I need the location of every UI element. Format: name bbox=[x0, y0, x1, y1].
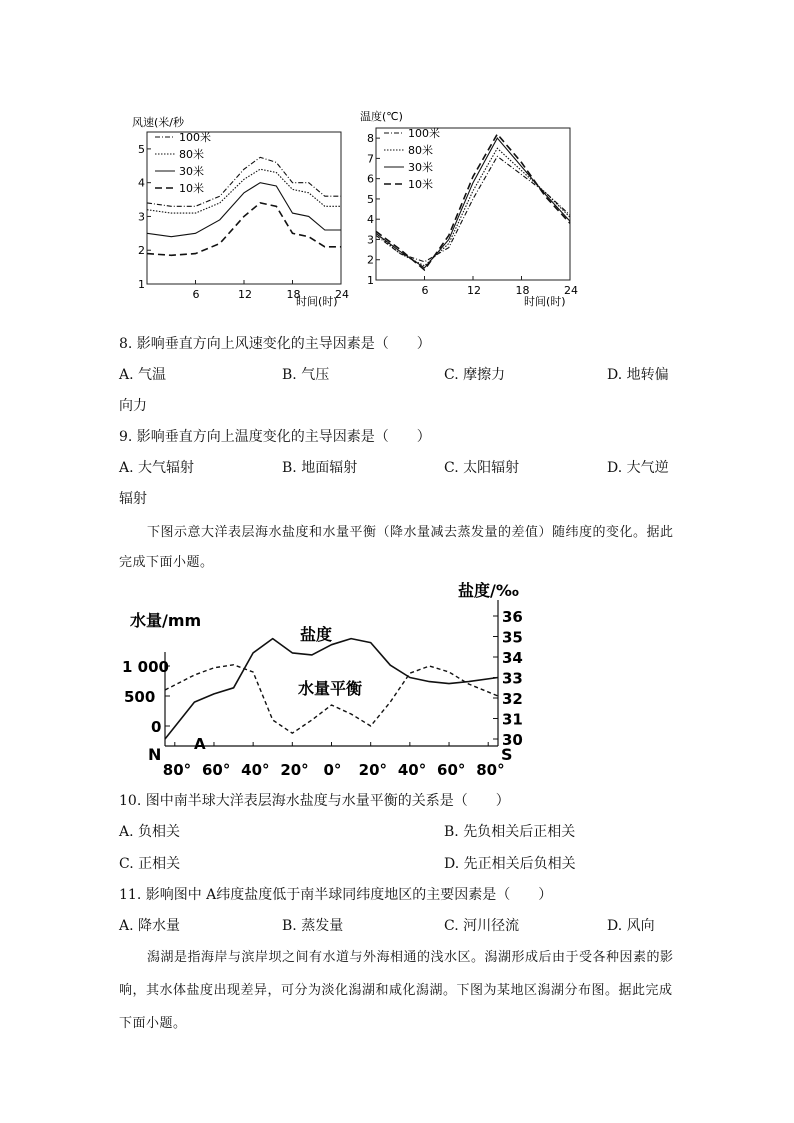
q10-option-a: A. 负相关 bbox=[119, 824, 181, 840]
y-tick-label: 3 bbox=[367, 233, 374, 247]
q11-option-b: B. 蒸发量 bbox=[282, 918, 344, 934]
y-tick-label: 2 bbox=[138, 244, 145, 258]
salinity-curve-label: 盐度 bbox=[300, 625, 333, 644]
salinity-water-balance-chart bbox=[120, 578, 540, 780]
q9-option-a: A. 大气辐射 bbox=[119, 460, 195, 476]
q8-option-d-wrap: 向力 bbox=[119, 398, 147, 414]
x-tick-label: 40° bbox=[241, 761, 270, 779]
y-tick-label: 8 bbox=[367, 132, 374, 146]
y-tick-label: 4 bbox=[138, 176, 145, 190]
intro-paragraph-1: 下图示意大洋表层海水盐度和水量平衡（降水量减去蒸发量的差值）随纬度的变化。据此完成下面小题。 bbox=[119, 525, 674, 570]
q8-option-d: D. 地转偏 bbox=[607, 367, 669, 383]
y-tick-label: 5 bbox=[138, 142, 145, 156]
y-tick-label: 1 bbox=[367, 274, 374, 287]
q9-option-b: B. 地面辐射 bbox=[282, 460, 358, 476]
x-tick-label: 0° bbox=[323, 761, 342, 779]
x-tick-label: 24 bbox=[564, 284, 578, 297]
legend-label-0: 100米 bbox=[408, 127, 440, 140]
y-tick-label: 6 bbox=[367, 172, 374, 186]
legend-label-0: 100米 bbox=[179, 131, 211, 144]
x-tick-label: 40° bbox=[397, 761, 427, 779]
x-tick-label: 80° bbox=[162, 761, 192, 779]
question-9-stem: 9. 影响垂直方向上温度变化的主导因素是（ ） bbox=[119, 429, 431, 445]
temp-plot-frame bbox=[376, 128, 570, 280]
legend-label-3: 10米 bbox=[408, 178, 433, 191]
q8-option-b: B. 气压 bbox=[282, 367, 330, 383]
marker-a: A bbox=[194, 735, 206, 753]
q9-option-d-wrap: 辐射 bbox=[119, 491, 147, 507]
y-tick-label: 1 bbox=[138, 278, 145, 291]
right-tick-label: 36 bbox=[502, 608, 523, 626]
left-tick-label: 0 bbox=[151, 718, 162, 736]
q10-option-b: B. 先负相关后正相关 bbox=[444, 824, 576, 840]
series-line-3 bbox=[147, 203, 341, 255]
right-tick-label: 30 bbox=[502, 731, 523, 749]
q8-option-c: C. 摩擦力 bbox=[444, 367, 506, 383]
series-line-0 bbox=[376, 156, 570, 261]
left-tick-label: 500 bbox=[124, 688, 156, 706]
y-tick-label: 2 bbox=[367, 253, 374, 267]
x-tick-label: 60° bbox=[201, 761, 231, 779]
q11-option-c: C. 河川径流 bbox=[444, 918, 520, 934]
series-line-1 bbox=[147, 169, 341, 213]
south-label: S bbox=[501, 745, 513, 764]
water-balance-curve-label: 水量平衡 bbox=[298, 679, 363, 698]
q10-option-c: C. 正相关 bbox=[119, 856, 181, 872]
y-tick-label: 7 bbox=[367, 152, 374, 166]
y-tick-label: 5 bbox=[367, 192, 374, 206]
x-tick-label: 6 bbox=[192, 288, 200, 301]
question-8-stem: 8. 影响垂直方向上风速变化的主导因素是（ ） bbox=[119, 336, 431, 352]
y-tick-label: 4 bbox=[367, 213, 374, 227]
right-tick-label: 32 bbox=[502, 690, 523, 708]
wind-plot-frame bbox=[147, 132, 341, 284]
legend-label-1: 80米 bbox=[408, 144, 433, 157]
x-tick-label: 60° bbox=[437, 761, 466, 779]
x-tick-label: 12 bbox=[467, 284, 481, 297]
legend-label-2: 30米 bbox=[408, 161, 433, 174]
wind-xlabel: 时间(时) bbox=[296, 295, 338, 308]
legend-label-3: 10米 bbox=[179, 182, 204, 195]
right-tick-label: 35 bbox=[502, 628, 523, 647]
temp-xlabel: 时间(时) bbox=[524, 295, 566, 308]
q9-option-d: D. 大气逆 bbox=[607, 460, 669, 476]
right-tick-label: 34 bbox=[502, 649, 523, 667]
series-line-1 bbox=[376, 148, 570, 265]
x-tick-label: 18 bbox=[515, 284, 530, 297]
legend-label-2: 30米 bbox=[179, 165, 204, 178]
left-tick-label: 1 000 bbox=[122, 658, 169, 676]
x-tick-label: 6 bbox=[421, 284, 429, 297]
wind-speed-chart bbox=[128, 108, 350, 308]
q11-option-d: D. 风向 bbox=[607, 918, 655, 934]
x-tick-label: 12 bbox=[238, 288, 252, 301]
question-10-stem: 10. 图中南半球大洋表层海水盐度与水量平衡的关系是（ ） bbox=[119, 793, 510, 809]
salinity-right-label: 盐度/‰ bbox=[458, 581, 519, 600]
series-line-3 bbox=[376, 134, 570, 270]
legend-label-1: 80米 bbox=[179, 148, 204, 161]
temperature-chart bbox=[358, 104, 580, 310]
intro-paragraph-2: 潟湖是指海岸与滨岸坝之间有水道与外海相通的浅水区。潟湖形成后由于受各种因素的影响，其水体盐度出现差异，可分为淡化潟湖和咸化潟湖。下图为某地区潟湖分布图。据此完成下面小题。 bbox=[119, 950, 674, 1031]
wind-ylabel: 风速(米/秒 bbox=[132, 116, 184, 129]
x-tick-label: 20° bbox=[280, 761, 309, 779]
q8-option-a: A. 气温 bbox=[119, 367, 167, 383]
salinity-left-label: 水量/mm bbox=[130, 611, 202, 630]
right-tick-label: 33 bbox=[502, 669, 523, 688]
y-tick-label: 3 bbox=[138, 210, 145, 224]
x-tick-label: 24 bbox=[335, 288, 349, 301]
series-line-2 bbox=[147, 183, 341, 237]
temp-ylabel: 温度(℃) bbox=[360, 110, 403, 123]
q9-option-c: C. 太阳辐射 bbox=[444, 460, 520, 476]
north-label: N bbox=[148, 745, 162, 764]
series-line-0 bbox=[147, 157, 341, 206]
water-balance-line bbox=[165, 665, 498, 733]
q10-option-d: D. 先正相关后负相关 bbox=[444, 856, 576, 872]
x-tick-label: 80° bbox=[476, 761, 505, 779]
x-tick-label: 20° bbox=[358, 761, 388, 779]
q11-option-a: A. 降水量 bbox=[119, 918, 181, 934]
x-tick-label: 18 bbox=[286, 288, 301, 301]
series-line-2 bbox=[376, 138, 570, 268]
right-tick-label: 31 bbox=[502, 710, 523, 729]
question-11-stem: 11. 影响图中 A纬度盐度低于南半球同纬度地区的主要因素是（ ） bbox=[119, 887, 553, 903]
